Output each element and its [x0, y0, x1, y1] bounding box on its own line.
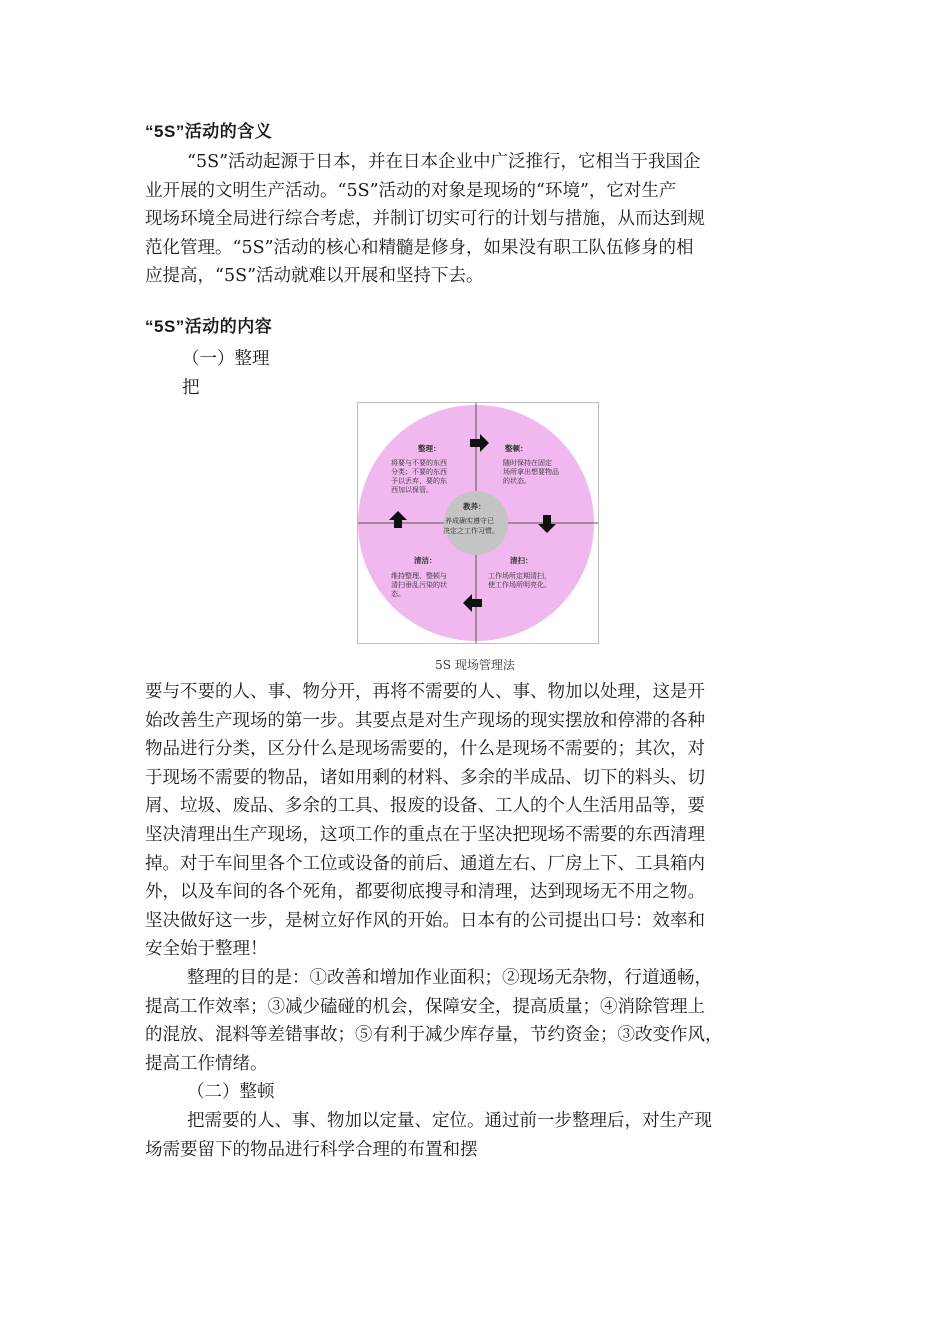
paragraph-meaning [145, 148, 810, 291]
lead-character: 把 [182, 378, 200, 398]
br-line: 使工作场所明亮化。 [488, 581, 551, 589]
text-line: 提高工作情绪。 [145, 1053, 268, 1074]
text-line: 物品进行分类，区分什么是现场需要的，什么是现场不需要的；其次，对 [145, 739, 705, 760]
section-heading-meaning: “5S”活动的含义 [145, 122, 273, 141]
br-line: 工作场所定期清扫， [488, 572, 551, 580]
text-line: 范化管理。“5S”活动的核心和精髓是修身，如果没有职工队伍修身的相 [145, 237, 694, 258]
text-line: 坚决做好这一步，是树立好作风的开始。日本有的公司提出口号：效率和 [145, 910, 705, 931]
br-title: 清扫： [510, 556, 533, 565]
text-line: 外，以及车间的各个死角，都要彻底搜寻和清理，达到现场无不用之物。 [145, 882, 705, 903]
bl-line: 态。 [391, 590, 405, 598]
tl-title: 整理： [418, 444, 441, 453]
center-title: 教养： [463, 502, 486, 511]
tr-line: 的状态。 [503, 477, 531, 485]
text-line: 提高工作效率；③减少磕碰的机会，保障安全，提高质量；④消除管理上 [145, 996, 705, 1017]
tl-line: 将要与不要的东西 [391, 459, 447, 467]
text-line: 场需要留下的物品进行科学合理的布置和摆 [145, 1139, 478, 1160]
text-line: 把需要的人、事、物加以定量、定位。通过前一步整理后，对生产现 [187, 1110, 712, 1131]
tl-line: 分类；不要的东西 [391, 468, 447, 476]
text-line: 于现场不需要的物品，诸如用剩的材料、多余的半成品、切下的料头、切 [145, 767, 705, 788]
bl-title: 清洁： [414, 556, 437, 565]
tl-line: 西加以保管。 [391, 486, 433, 494]
center-line: 养成确实遵守已 [445, 517, 494, 525]
section-heading-content: “5S”活动的内容 [145, 317, 273, 336]
bl-line: 维持整理、整顿与 [391, 572, 447, 580]
tl-line: 予以丢弃，要的东 [391, 477, 447, 485]
tr-title: 整顿： [505, 444, 528, 453]
5s-diagram [357, 402, 599, 644]
subheading-set-in-order: （二）整顿 [187, 1082, 275, 1103]
text-line: 现场环境全局进行综合考虑，并制订切实可行的计划与措施，从而达到规 [145, 209, 705, 230]
figure-caption: 5S 现场管理法 [435, 658, 515, 672]
text-line: 应提高，“5S”活动就难以开展和坚持下去。 [145, 266, 484, 287]
text-line: “5S”活动起源于日本，并在日本企业中广泛推行，它相当于我国企 [187, 152, 701, 172]
text-line: 坚决清理出生产现场，这项工作的重点在于坚决把现场不需要的东西清理 [145, 824, 705, 845]
tr-line: 场所拿出想要物品 [503, 468, 559, 476]
text-line: 要与不要的人、事、物分开，再将不需要的人、事、物加以处理，这是开 [145, 682, 705, 702]
subheading-sort: （一）整理 [182, 349, 270, 369]
text-line: 掉。对于车间里各个工位或设备的前后、通道左右、厂房上下、工具箱内 [145, 853, 705, 874]
bl-line: 清扫垂乱污染的状 [391, 581, 447, 589]
text-line: 屑、垃圾、废品、多余的工具、报废的设备、工人的个人生活用品等，要 [145, 796, 705, 817]
text-line: 安全始于整理！ [145, 939, 268, 960]
paragraph-sort-description [145, 678, 810, 1164]
text-line: 始改善生产现场的第一步。其要点是对生产现场的现实摆放和停滞的各种 [145, 710, 705, 731]
5s-diagram-svg [358, 403, 598, 643]
text-line: 业开展的文明生产活动。“5S”活动的对象是现场的“环境”，它对生产 [145, 180, 677, 201]
text-line: 的混放、混料等差错事故；⑤有利于减少库存量，节约资金；③改变作风， [145, 1025, 723, 1046]
tr-line: 随时保持在固定 [503, 459, 552, 467]
center-line: 决定之工作习惯。 [443, 527, 499, 535]
text-line: 整理的目的是：①改善和增加作业面积；②现场无杂物，行道通畅， [187, 967, 712, 988]
